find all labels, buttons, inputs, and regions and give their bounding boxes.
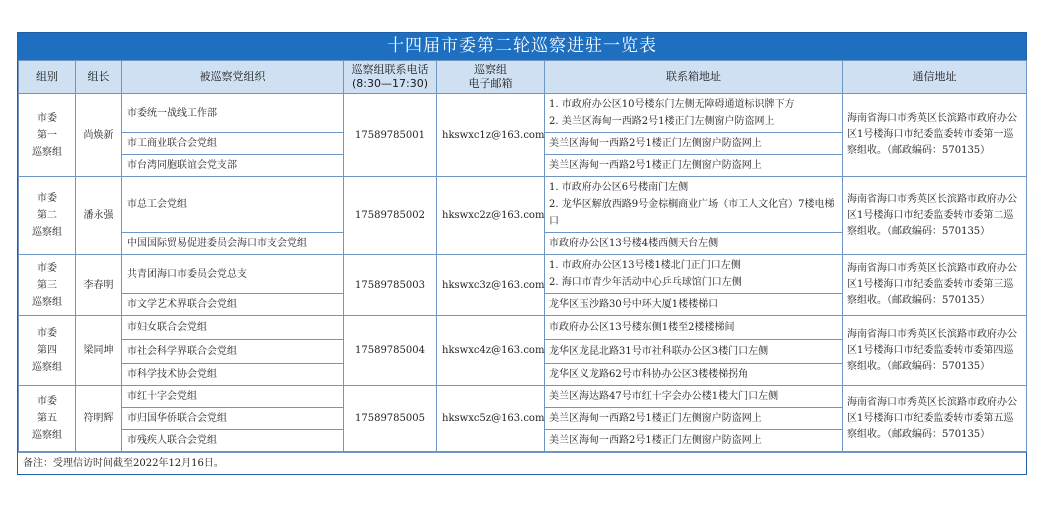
phone-cell: 17589785001 bbox=[344, 94, 437, 177]
org-cell: 市总工会党组 bbox=[122, 177, 344, 233]
group-name-cell: 市委 第一 巡察组 bbox=[19, 94, 76, 177]
org-cell: 市社会科学界联合会党组 bbox=[122, 340, 344, 364]
org-cell: 市科学技术协会党组 bbox=[122, 364, 344, 386]
header-email-line2: 电子邮箱 bbox=[468, 77, 513, 90]
leader-cell: 潘永强 bbox=[76, 177, 122, 255]
header-phone-line1: 巡察组联系电话 bbox=[351, 63, 429, 76]
header-mailbox: 联系箱地址 bbox=[545, 61, 843, 94]
mailbox-cell: 美兰区海甸一西路2号1楼正门左侧窗户防盗网上 bbox=[545, 155, 843, 177]
inspection-table-panel bbox=[17, 32, 1027, 475]
table-row bbox=[19, 177, 1027, 233]
header-phone-line2: (8:30—17:30) bbox=[352, 77, 428, 90]
table-row bbox=[19, 94, 1027, 133]
mailbox-cell: 龙华区龙昆北路31号市社科联办公区3楼门口左侧 bbox=[545, 340, 843, 364]
org-cell: 市残疾人联合会党组 bbox=[122, 430, 344, 452]
group-name-cell: 市委 第四 巡察组 bbox=[19, 316, 76, 386]
mailbox-cell: 市政府办公区13号楼4楼西侧天台左侧 bbox=[545, 233, 843, 255]
mailbox-cell: 龙华区玉沙路30号中环大厦1楼楼梯口 bbox=[545, 294, 843, 316]
org-cell: 中国国际贸易促进委员会海口市支会党组 bbox=[122, 233, 344, 255]
header-email-line1: 巡察组 bbox=[474, 63, 507, 76]
leader-cell: 梁同坤 bbox=[76, 316, 122, 386]
org-cell: 市归国华侨联合会党组 bbox=[122, 408, 344, 430]
table-body bbox=[19, 94, 1027, 452]
table-row bbox=[19, 386, 1027, 408]
header-leader: 组长 bbox=[76, 61, 122, 94]
postal-cell: 海南省海口市秀英区长滨路市政府办公区1号楼海口市纪委监委转市委第二巡察组收。（邮政编码：570135） bbox=[843, 177, 1027, 255]
email-cell: hkswxc4z@163.com bbox=[437, 316, 545, 386]
mailbox-cell: 龙华区义龙路62号市科协办公区3楼楼梯拐角 bbox=[545, 364, 843, 386]
mailbox-cell: 1. 市政府办公区6号楼南门左侧 2. 龙华区解放西路9号金棕榈商业广场（市工人文化宫）7楼电梯口 bbox=[545, 177, 843, 233]
postal-cell: 海南省海口市秀英区长滨路市政府办公区1号楼海口市纪委监委转市委第五巡察组收。（邮政编码：570135） bbox=[843, 386, 1027, 452]
org-cell: 市文学艺术界联合会党组 bbox=[122, 294, 344, 316]
group-name-cell: 市委 第二 巡察组 bbox=[19, 177, 76, 255]
mailbox-cell: 市政府办公区13号楼东侧1楼至2楼楼梯间 bbox=[545, 316, 843, 340]
inspection-table bbox=[18, 60, 1027, 452]
leader-cell: 李春明 bbox=[76, 255, 122, 316]
mailbox-cell: 美兰区海达路47号市红十字会办公楼1楼大门口左侧 bbox=[545, 386, 843, 408]
phone-cell: 17589785002 bbox=[344, 177, 437, 255]
header-org: 被巡察党组织 bbox=[122, 61, 344, 94]
phone-cell: 17589785003 bbox=[344, 255, 437, 316]
phone-cell: 17589785005 bbox=[344, 386, 437, 452]
mailbox-cell: 美兰区海甸一西路2号1楼正门左侧窗户防盗网上 bbox=[545, 408, 843, 430]
org-cell: 市工商业联合会党组 bbox=[122, 133, 344, 155]
group-name-cell: 市委 第五 巡察组 bbox=[19, 386, 76, 452]
header-postal: 通信地址 bbox=[843, 61, 1027, 94]
org-cell: 市台湾同胞联谊会党支部 bbox=[122, 155, 344, 177]
org-cell: 市委统一战线工作部 bbox=[122, 94, 344, 133]
table-title: 十四届市委第二轮巡察进驻一览表 bbox=[18, 33, 1026, 60]
footnote: 备注：受理信访时间截至2022年12月16日。 bbox=[18, 452, 1026, 474]
org-cell: 市红十字会党组 bbox=[122, 386, 344, 408]
mailbox-cell: 1. 市政府办公区10号楼东门左侧无障碍通道标识牌下方 2. 美兰区海甸一西路2号1楼正门左侧窗户防盗网上 bbox=[545, 94, 843, 133]
group-name-cell: 市委 第三 巡察组 bbox=[19, 255, 76, 316]
leader-cell: 符明辉 bbox=[76, 386, 122, 452]
mailbox-cell: 美兰区海甸一西路2号1楼正门左侧窗户防盗网上 bbox=[545, 430, 843, 452]
postal-cell: 海南省海口市秀英区长滨路市政府办公区1号楼海口市纪委监委转市委第三巡察组收。（邮政编码：570135） bbox=[843, 255, 1027, 316]
org-cell: 市妇女联合会党组 bbox=[122, 316, 344, 340]
email-cell: hkswxc2z@163.com bbox=[437, 177, 545, 255]
leader-cell: 尚焕新 bbox=[76, 94, 122, 177]
phone-cell: 17589785004 bbox=[344, 316, 437, 386]
email-cell: hkswxc3z@163.com bbox=[437, 255, 545, 316]
mailbox-cell: 美兰区海甸一西路2号1楼正门左侧窗户防盗网上 bbox=[545, 133, 843, 155]
postal-cell: 海南省海口市秀英区长滨路市政府办公区1号楼海口市纪委监委转市委第四巡察组收。（邮政编码：570135） bbox=[843, 316, 1027, 386]
header-email bbox=[437, 61, 545, 94]
org-cell: 共青团海口市委员会党总支 bbox=[122, 255, 344, 294]
email-cell: hkswxc5z@163.com bbox=[437, 386, 545, 452]
table-row bbox=[19, 316, 1027, 340]
postal-cell: 海南省海口市秀英区长滨路市政府办公区1号楼海口市纪委监委转市委第一巡察组收。（邮政编码：570135） bbox=[843, 94, 1027, 177]
mailbox-cell: 1. 市政府办公区13号楼1楼北门正门口左侧 2. 海口市青少年活动中心乒乓球馆门口左侧 bbox=[545, 255, 843, 294]
email-cell: hkswxc1z@163.com bbox=[437, 94, 545, 177]
header-phone bbox=[344, 61, 437, 94]
table-row bbox=[19, 255, 1027, 294]
header-row bbox=[19, 61, 1027, 94]
header-group: 组别 bbox=[19, 61, 76, 94]
